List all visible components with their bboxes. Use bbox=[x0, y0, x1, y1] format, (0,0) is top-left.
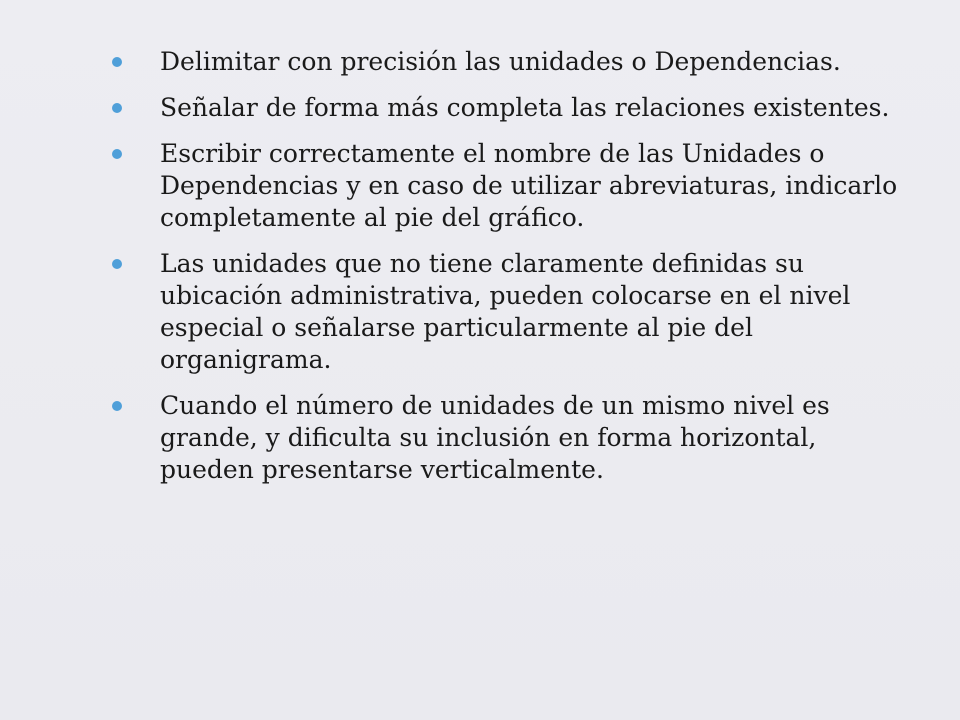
bullet-list bbox=[108, 46, 908, 500]
bullet-item-unidades bbox=[108, 248, 908, 376]
bullet-text: Las unidades que no tiene claramente definidas su ubicación administrativa, pueden colocarse en el nivel especial o señalarse particularmente al pie del organigrama. bbox=[160, 249, 851, 374]
bullet-dot-icon bbox=[112, 103, 122, 113]
bullet-item-escribir bbox=[108, 138, 908, 234]
bullet-item-senalar bbox=[108, 92, 908, 124]
bullet-text: Escribir correctamente el nombre de las Unidades o Dependencias y en caso de utilizar abreviaturas, indicarlo completamente al pie del gráfico. bbox=[160, 139, 898, 232]
bullet-text: Cuando el número de unidades de un mismo nivel es grande, y dificulta su inclusión en forma horizontal, pueden presentarse verticalmente. bbox=[160, 391, 830, 484]
bullet-dot-icon bbox=[112, 57, 122, 67]
bullet-dot-icon bbox=[112, 259, 122, 269]
bullet-item-cuando bbox=[108, 390, 908, 486]
bullet-dot-icon bbox=[112, 401, 122, 411]
bullet-item-delimitar bbox=[108, 46, 908, 78]
bullet-text: Señalar de forma más completa las relaciones existentes. bbox=[160, 93, 890, 122]
bullet-text: Delimitar con precisión las unidades o Dependencias. bbox=[160, 47, 841, 76]
bullet-dot-icon bbox=[112, 149, 122, 159]
